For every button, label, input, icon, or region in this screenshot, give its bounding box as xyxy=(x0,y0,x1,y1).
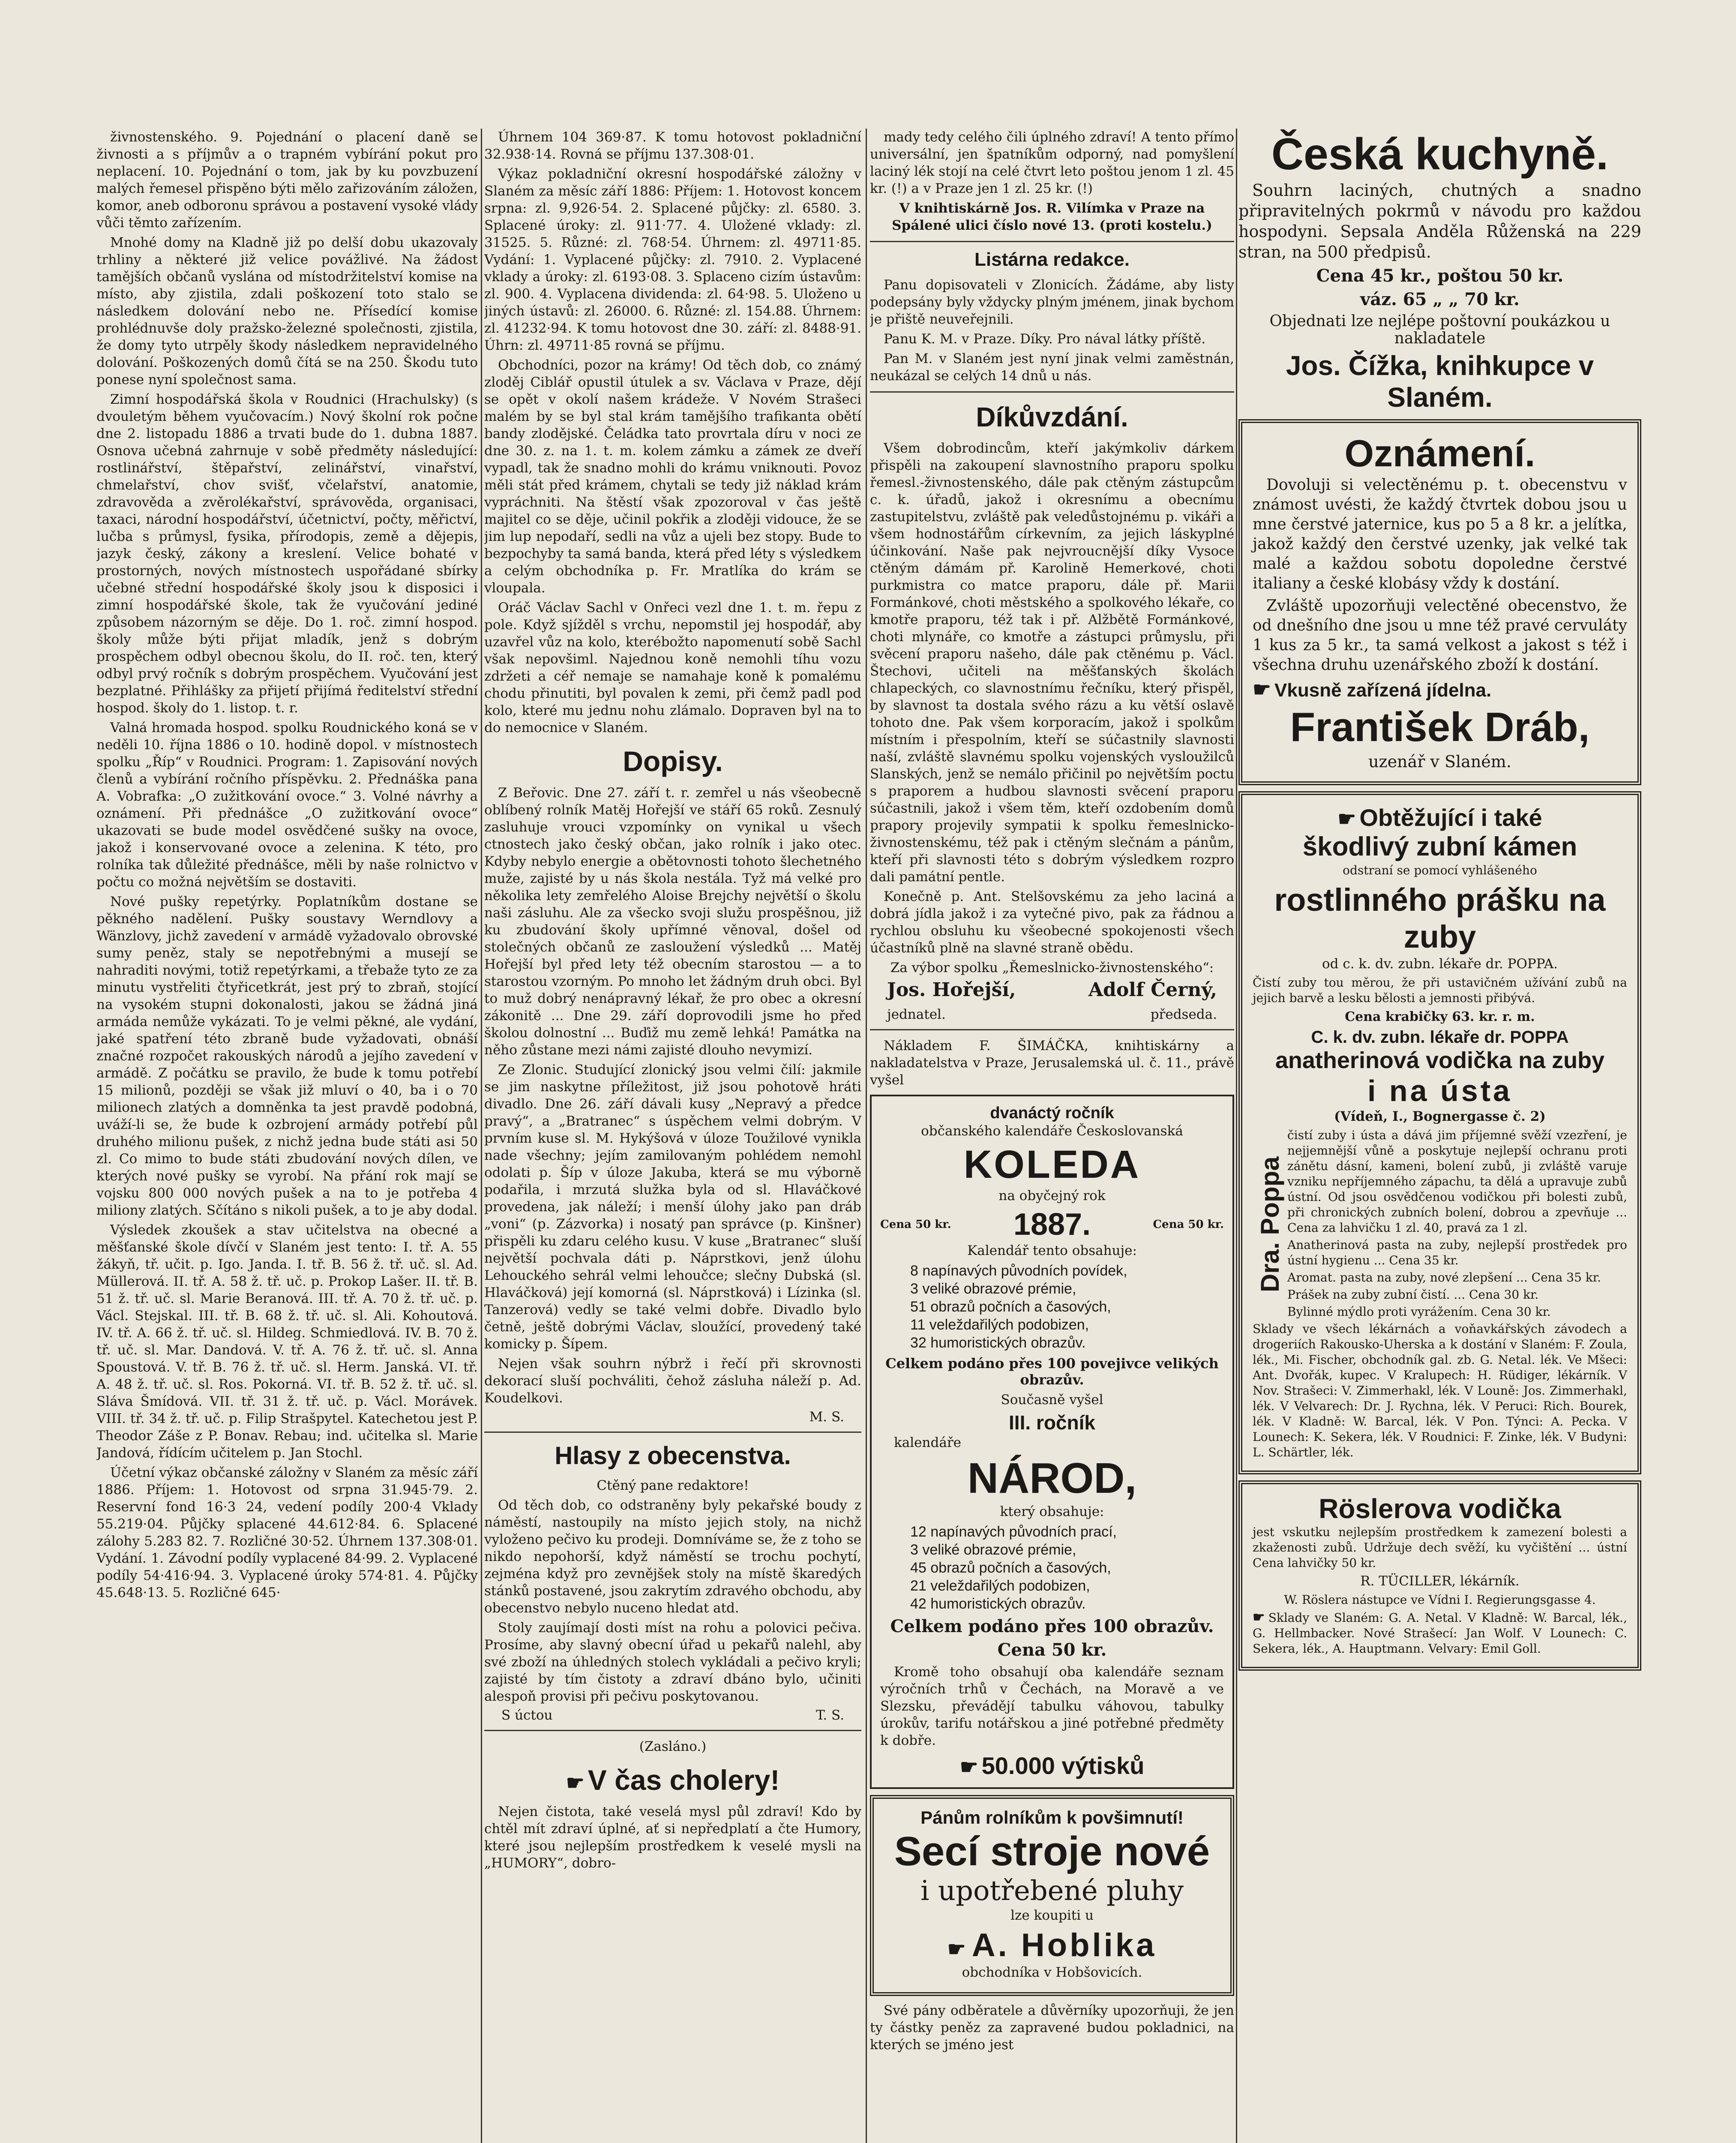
article-roudnice-school: Zimní hospodářská škola v Roudnici (Hrachulsky) (s dvouletým během vyučovacím.) Nový školní rok počne dne 2. listopadu 1886 a trvati bude do 1. dubna 1887. Osnova učebná zahrnuje v sobě předměty následující: rostlinářství, štěpařství, zelinářství, vinařství, chmelařství, chov svišť, včelařství, anatomie, zdravověda a zvěrolékařství, správověda, organisaci, taxaci, národní hospodářství, účetnictví, počty, měřictví, lučba s průmysl, fysika, přírodopis, země a dějepis, jazyk český, zákony a kreslení. Velice bohaté v prostorných, nových místnostech uspořádané sbírky učebné střední hospodářské školy jsou k disposici i zimní hospodářské škole, tak že vyučování jediné způsobem názorným se děje. Do 1. roč. zimní hospod. školy může býti přijat mladík, jenž s dobrým prospěchem odbyl obecnou školu, do II. roč. ten, který odbyl prvý ročník s dobrým prospěchem. Vyučování jest bezplatné. Přihlášky za přijetí přijímá ředitelství střední hospod. školy do 1. listop. t. r. xyxy=(96,392,478,716)
ad-paragraph: Nejen čistota, také veselá mysl půl zdraví! Kdo by chtěl mít zdraví úplné, ať si nepředplatí a čte Humory, které jsou nejlepším prostředkem k veselé mysli na „HUMORY“, dobro- xyxy=(484,1804,861,1871)
hoblika-name: ☛ A. Hoblika xyxy=(947,1927,1157,1963)
signatures: Jos. Hořejší, Adolf Černý, xyxy=(887,979,1217,1001)
article-kladno: Mnohé domy na Kladně již po delší dobu ukazovaly trhliny a některé již velice povážlivé. Na žádost tamějších občanů vyslána od místodržitelství komise na místo, aby zjistila, zdali poškození toto stalo se následkem dolování nebo ne. Přísedící komise prohlédnuvše doly pražsko-železné společnosti, zjistila, že domy tyto utrpěly škody následkem nepravidelného dolování. Poškozených domů čítá se na 250. Škodu tuto ponese nyní společnost sama. xyxy=(96,235,478,387)
ad-paragraph: Čistí zuby tou měrou, že při ustavičném užívání zubů na jejich barvě a lesku bělosti a jemnosti přibývá. xyxy=(1253,975,1627,1005)
ad-subtitle: odstraní se pomocí vyhlášeného xyxy=(1343,863,1537,877)
article-vykaz-zalozny: Výkaz pokladniční okresní hospodářské záložny v Slaném za měsíc září 1886: Příjem: 1. Hotovost koncem srpna: zl. 9,926·54. 2. Splacené půjčky: zl. 6580. 3. Splacené úroky: zl. 911·77. 4. Uložené vklady: zl. 31525. 5. Různé: zl. 768·54. Úhrnem: zl. 49711·85. Vydání: 1. Vyplacené půjčky: zl. 7910. 2. Vyplacené vklady a úroky: zl. 6193·08. 3. Splaceno cizím ústavům: zl. 900. 4. Vyplacena dividenda: zl. 64·98. 5. Uloženo u jiných ústavů: zl. 26000. 6. Různé: zl. 154.88. Úhrnem: zl. 41232·94. K tomu hotovost dne 30. září: zl. 8488·91. Úhrn: zl. 49711·85 rovná se příjmu. xyxy=(484,166,861,353)
ad-subtitle: Kalendář tento obsahuje: xyxy=(967,1243,1137,1258)
kuchyne-price: Cena 45 kr., poštou 50 kr. xyxy=(1316,266,1564,286)
ad-paragraph: Kromě toho obsahují oba kalendáře seznam výročních trhů v Čechách, na Moravě a ve Slezsku, převádějí tabulku váhovou, tabulky úrokův, tarifu notářskou a jiné potřebné předměty k dobře. xyxy=(880,1664,1224,1748)
section-heading-hlasy: Hlasy z obecenstva. xyxy=(555,1442,791,1470)
ad-subtitle: občanského kalendáře Českoslovanská xyxy=(921,1123,1183,1139)
signature-roles: jednatel. předseda. xyxy=(887,1007,1217,1022)
narod-title: NÁROD, xyxy=(967,1454,1137,1502)
rostlinny-prasek: rostlinného prášku na zuby xyxy=(1274,882,1606,954)
column-rule xyxy=(1236,129,1237,2143)
ad-subtitle: který obsahuje: xyxy=(1000,1504,1104,1519)
kuchyne-title: Česká kuchyně. xyxy=(1271,129,1609,179)
divider xyxy=(870,1029,1234,1030)
pointing-hand-icon: ☛ xyxy=(959,1756,978,1779)
article-repetyrky: Nové pušky repetýrky. Poplatníkům dostane se pěkného nadělení. Pušky soustavy Werndlovy a Wänzlovy, jichž zavedení v armádě vyžadovalo obrovské sumy peněz, staly se nepotřebnými a musejí se nahraditi novými, totiž repetýrkami, a třebaže tyto ze za minutu vystřeliti čtyřicetkrát, jest prý to zbraň, stojící na vysokém stupni dokonalosti, jakou se žádná jiná armáda nemůže vykázati. To je velmi pěkné, ale vydání, jaké spatření této zbraně bude vyžadovati, obnáší značné rozpočet rakouských národů a jejího zavedení v armádě. Z počátku se pravilo, že bude k tomu potřebí 15 milionů, později se však již mluví o 40, ba i o 70 milionech zlatých a domněnka ta jest pravdě podobná, uváží-li se, že bude k ozbrojení armády potřebí půl druhého milionu pušek, z nichž jedna bude státi asi 50 zl. Co mimo to bude státi zbudování nových dílen, ve kterých nové pušky se vyrobí. Na přání rok mají se vojsku 800 000 nových pušek a na to je potřeba 4 miliony zlatých. Sčítáno s nikoli pušek, a to je aby dodal. xyxy=(96,894,478,1218)
rocnik: III. ročník xyxy=(1009,1411,1095,1434)
ad-subtitle: Současně vyšel xyxy=(1001,1392,1103,1408)
koleda-list: 8 napínavých původních povídek, 3 veliké obrazové prémie, 51 obrazů počních a časových, 11 veleždařilých podobizen, 32 humoristických obrazův. xyxy=(910,1263,1127,1351)
vkusne-jidelna: ☛ Vkusně zařízená jídelna. xyxy=(1253,678,1492,701)
oznameni-title: Oznámení. xyxy=(1344,432,1535,474)
thanks-paragraph: Všem dobrodincům, kteří jakýmkoliv dárkem přispěli na zakoupení slavnostního praporu spolku řemesl.-živnostenského, dále pak ctěným zástupcům c. k. úřadů, jakož i okresnímu a obecnímu zastupitelstvu, zvláště pak veledůstojnému p. vikáři a všem hodnostářům církevním, za jejich láskyplné účinkování. Naše pak nejvroucnější díky Vysoce ctěným dámám př. Karolině Hemerkové, choti purkmistra co matce praporu, dále př. Marii Formánkové, choti městského a spolkového lékaře, co kmotře praporu, též tak i př. Alžbětě Formánkové, choti mlynáře, co kmotře a zástupci průmyslu, při svěcení praporu našeho, dále pak ctěnému p. Václ. Štechovi, učiteli na měšťanských školách chlapeckých, co slavnostnímu řečníku, který přispěl, by slavnost ta dostala svého rázu a ku větší oslavě tohoto dne. Pak všem korporacím, jakož i spolkům místním i přespolním, kteří se súčastnily slavnosti naší, zvláště slavnému spolku vojenských vysloužilců Slanských, jenž se nemálo přičinil po největším poctu s praporem a hudbou slavnosti svěcení praporu súčastnili, jakož i všem těm, kteří ozdobením domů prapory projevily sympatii k spolku řemeslnicko-živnostenskému, též pak i ctěným slečnám a pánům, kteří při slavnosti této s dobrým výsledkem rozpro dali památní pentle. xyxy=(870,441,1234,885)
pointing-hand-icon: ☛ xyxy=(1337,808,1356,831)
ad-signature: R. TÜCILLER, lékárník. xyxy=(1360,1573,1520,1589)
ad-price: Cena krabičky 63. kr. r. m. xyxy=(1345,1009,1535,1024)
ad-cholera: ☛ V čas cholery! xyxy=(566,1764,780,1796)
divider xyxy=(484,1730,861,1731)
listarna-item: Panu K. M. v Praze. Díky. Pro nával látky příště. xyxy=(884,331,1206,347)
anatherin: anatherinová vodička na zuby xyxy=(1275,1047,1605,1073)
pointing-hand-icon: ☛ xyxy=(566,1772,585,1795)
narod-list: 12 napínavých původních prací, 3 veliké obrazové prémie, 45 obrazů počních a časových, 21 veleždařilých podobizen, 42 humoristických obrazův. xyxy=(910,1524,1117,1612)
pointing-hand-icon: ☛ xyxy=(947,1938,968,1961)
kuchyne-description: Souhrn laciných, chutných a snadno připravitelných pokrmů v návodu pro každou hospodyni. Sepsala Anděla Růženská na 229 stran, na 500 předpisů. xyxy=(1238,181,1641,261)
divider xyxy=(870,241,1234,242)
ad-paragraph: Zvláště upozorňuji velectěné obecenstvo, že od dnešního dne jsou u mne též pravé cervuláty 1 kus za 5 kr., ta samá velkost a jakost s též i všechna druhu uzenářského zboží k dostání. xyxy=(1253,597,1627,674)
kuchyne-price-bound: váz. 65 „ „ 70 kr. xyxy=(1360,289,1520,309)
column-1 xyxy=(96,129,478,2143)
divider xyxy=(870,391,1234,393)
ad-heading: ☛ Obtěžující i také xyxy=(1337,804,1542,831)
zaslano-label: (Zasláno.) xyxy=(639,1739,707,1754)
column-rule xyxy=(481,129,482,2143)
ad-subtitle: lze koupiti u xyxy=(1010,1908,1094,1923)
article-zlonice: Ze Zlonic. Studující zlonický jsou velmi čilí: jakmile se jim naskytne příležitost, již jsou pohotově hráti divadlo. Dne 26. září dávali kusy „Nepravý a předce pravý“, a „Bratranec“ s úspěchem velmi dobrým. V prvním kuse sl. M. Hykýšová v úloze Toužilové vynikla nade všechny; jejím zamilovaným pohlédem nemohl odolati p. Šíp v úloze Jakuba, která se mu výborně podařila, i mrzutá služka byla od sl. Hlaváčkové provedena, jak náleží; i menší úlohy jako pan dráb „voni“ (p. Zázvorka) i nosatý pan správce (p. Kinšner) přispěli ku zdaru celého kusu. V kuse „Bratranec“ sluší největší pochvala dáti p. Náprstkovi, jenž úlohu Lehouckého sehrál velmi lehoučce; slečny Dubská (sl. Hlaváčková) její komorná (sl. Náprstková) i Lízinka (sl. Tanzerová) vedly se také velmi dobře. Divadlo bylo četně, ještě dobrými Václav, sloužící, provedený také komicky p. Šípem. xyxy=(484,1062,861,1352)
rosler-title: Röslerova vodička xyxy=(1319,1493,1561,1524)
column-3 xyxy=(870,129,1234,2143)
column-4 xyxy=(1238,129,1641,2143)
poppa-products xyxy=(1253,1128,1627,1321)
drab-name: František Dráb, xyxy=(1290,704,1590,750)
committee-label: Za výbor spolku „Řemeslnicko-živnostenského“: xyxy=(890,960,1214,975)
drab-title: uzenář v Slaném. xyxy=(1368,752,1511,771)
ad-oznameni xyxy=(1238,419,1641,785)
salutation: Ctěný pane redaktore! xyxy=(597,1478,749,1493)
narod-total: Celkem podáno přes 100 obrazův. xyxy=(890,1616,1214,1636)
order-note: Objednati lze nejlépe poštovní poukázkou u nakladatele xyxy=(1269,312,1610,347)
ad-paragraph: mady tedy celého čili úplného zdraví! A tento přímo universální, jen špatníkům odporný, nad pomyšlení laciný lék stojí na celé čtvrt leto poštou jenom 1 zl. 45 kr. (!) a v Praze jen 1 zl. 25 kr. (!) xyxy=(870,129,1234,196)
column-2 xyxy=(484,129,861,2143)
ad-heading: škodlivý zubní kámen xyxy=(1302,832,1577,861)
ad-paragraph: jest vskutku nejlepším prostředkem k zamezení bolesti a zkaženosti zubů. Udržuje dech svěží, ku vyčištění ... ústní Cena lahvičky 50 kr. xyxy=(1253,1525,1627,1570)
year-row: Cena 50 kr. 1887. Cena 50 kr. xyxy=(880,1207,1224,1242)
product-item: Anatherinová pasta na zuby, nejlepší prostředek pro ústní hygienu ... Cena 35 kr. xyxy=(1287,1238,1627,1267)
ad-paragraph: čistí zuby i ústa a dává jim příjemné svěží vzezření, je nejjemnější vůně a poskytuje nejlepší ochranu proti zánětu dásní, kameni, bolení zubů, ji zvláště varuje vzniku nepříjemného zápachu, ta dělá a upravuje zubů ústní. Od jsou osvědčenou vodičkou při bolesti zubů, při chronických zubních bolení, dobrou a zpevňuje ... Cena za lahvičku 1 zl. 40, pravá za 1 zl. xyxy=(1287,1128,1627,1235)
article-ucetni-vykaz: Účetní výkaz občanské záložny v Slaném za měsíc září 1886. Příjem: 1. Hotovost od srpna 31.945·79. 2. Reservní fond 16·3 24, vedení podíly 200·4 Vklady 55.219·04. Půjčky splacené 44.612·84. 6. Splacené zálohy 5.283 82. 7. Rozličné 30·52. Úhrnem 137.308·01. Vydání. 1. Závodní podíly vyplacené 84·99. 2. Vyplacené podíly 54·416·94. 3. Vyplacené úroky 574·81. 4. Půjčky 45.648·13. 5. Rozličné 645· xyxy=(96,1465,478,1600)
pluhy: i upotřebené pluhy xyxy=(920,1875,1184,1907)
section-heading-dikuvzdani: Díkůvzdání. xyxy=(976,402,1128,432)
article-orac: Oráč Václav Sachl v Onřeci vezl dne 1. t. m. řepu z pole. Když sjížděl s vrchu, nepomstil jej hospodář, aby uzavřel vůz na kolo, kterébožto napomenutí sobě Sachl však nepovšiml. Najednou koně nemohli tíhu vozu zdržeti a céř nemaje se namahaje koně k pomalému chodu přinutiti, byl povalen k zemi, při čemž padl pod kolo, které mu jednu nohu zlámalo. Dopraven byl na to do nemocnice v Slaném. xyxy=(484,600,861,735)
publisher-notice: Nákladem F. ŠIMÁČKA, knihtiskárny a nakladatelstva v Praze, Jerusalemská ul. č. 11., právě vyšel xyxy=(870,1038,1234,1088)
sklady-list: Sklady ve všech lékárnách a voňavkářských závodech a drogeriích Rakousko-Uherska a k dostání v Slaném: F. Zoula, lék., Mi. Fischer, obchodník gal. zb. G. Netal. lék. Ve Mšeci: Ant. Dvořák, kupec. V Kralupech: H. Rüdiger, lékárník. V Nov. Strašeci: V. Zimmerhakl, lék. V Louně: Jos. Zimmerhakl, lék. V Velvarech: Dr. J. Rychna, lék. V Peruci: Rich. Bourek, lék. V Kladně: W. Barcal, lék. V Pon. Týnci: A. Pecka. V Lounech: K. Sekera, lék. V Roudnici: F. Zinke, lék. V Budyni: L. Schärtler, lék. xyxy=(1253,1322,1627,1459)
signature: M. S. xyxy=(809,1409,844,1425)
notice-paragraph: Své pány odběratele a důvěrníky upozorňuji, že jen ty částky peněz za zapravené budou pokladnici, na kterých se jméno jest xyxy=(870,2003,1234,2053)
koleda-title: KOLEDA xyxy=(963,1143,1141,1186)
ad-subtitle: dvanáctý ročník xyxy=(990,1104,1114,1122)
ad-heading: Pánům rolníkům k povšimnutí! xyxy=(920,1807,1184,1828)
article-paragraph: Nejen však souhrn nýbrž i řečí při skrovnosti dekorací sluší pochváliti, čehož zásluha náleží p. Ad. Koudelkovi. xyxy=(484,1356,861,1406)
article-obchodnici: Obchodníci, pozor na krámy! Od těch dob, co známý zloděj Ciblář opustil útulek a sv. Václava v Praze, dějí se opět v okolí našem krádeže. V Novém Strašeci malém by se byl stal krám tamějšího trafikanta obětí bandy zlodějské. Čeládka tato provrtala díru v noci ze dne 30. z. na 1. t. m. kolem zámku a zámek ze dveří vypadl, tak že snadno mohli do krámu vniknouti. Povoz měli stát před krámem, chytali se tedy již náklad krám vypráchniti. Na štěstí však zpozoroval v čas ještě majitel co se děje, učinil pokřik a zloději vidouce, že se jim lup nepodaří, sedli na vůz a ujeli bez stopy. Bude to bezpochyby ta samá banda, která před léty s výsledkem a celým obchodníka p. Fr. Mratlíka do krám se vloupala. xyxy=(484,357,861,596)
article-paragraph: Úhrnem 104 369·87. K tomu hotovost pokladniční 32.938·14. Rovná se příjmu 137.308·01. xyxy=(484,129,861,162)
ad-hoblika xyxy=(870,1795,1234,1996)
listarna-item: Pan M. v Slaném jest nyní jinak velmi zaměstnán, neukázal se celých 14 dnů u nás. xyxy=(870,351,1234,384)
ad-subtitle: C. k. dv. zubn. lékaře dr. POPPA xyxy=(1311,1028,1569,1047)
ad-poppa xyxy=(1238,791,1641,1474)
na-usta: i na ústa xyxy=(1367,1074,1512,1108)
ad-subtitle: kalendáře xyxy=(894,1435,961,1450)
ad-subtitle: W. Röslera nástupce ve Vídni I. Regierungsgasse 4. xyxy=(1284,1593,1596,1607)
seci-stroje: Secí stroje nové xyxy=(894,1828,1210,1874)
listarna-item: Panu dopisovateli v Zlonicích. Žádáme, aby listy podepsány byly vždycky plným jménem, jinak bychom je přiště neuveřejnili. xyxy=(870,277,1234,327)
koleda-total: Celkem podáno přes 100 povejivce velikých obrazův. xyxy=(885,1355,1219,1388)
cizka-publisher: Jos. Čížka, knihkupce v Slaném. xyxy=(1286,350,1594,413)
article-vysledek: Výsledek zkoušek a stav učitelstva na obecné a měšťanské škole dívčí v Slaném jest tento: I. tř. A. 55 žákyň, tř. učit. p. Igo. Janda. I. tř. B. 56 ž. tř. uč. sl. Ad. Müllerová. II. tř. A. 58 ž. tř. uč. p. Prokop Lašer. II. tř. B. 51 ž. tř. uč. sl. Marie Beranová. III. tř. A. 70 ž. tř. uč. p. Václ. Stejskal. III. tř. B. 68 ž. tř. uč. sl. Ali. Kohoutová. IV. tř. A. 66 ž. tř. uč. sl. Hildeg. Schmiedlová. IV. B. 70 ž. tř. uč. sl. Mar. Dandová. V. tř. A. 76 ž. tř. uč. sl. Anna Spoustová. V. tř. B. 76 ž. tř. uč. sl. Herm. Janská. VI. tř. A. 48 ž. tř. uč. sl. Ros. Pokorná. VI. tř. B. 52 ž. tř. uč. sl. Sláva Šmídová. VII. tř. 31 ž. tř. uč. p. Václ. Morávek. VIII. tř. 34 ž. tř. uč. p. Filip Strašpytel. Katechetou jest P. Theodor Záše z P. Bonav. Rebau; ind. učitelka sl. Marie Jandová, řídícím učitelem p. Jan Stochl. xyxy=(96,1222,478,1461)
ad-subtitle: na obyčejný rok xyxy=(998,1188,1106,1204)
section-heading-dopisy: Dopisy. xyxy=(623,745,723,777)
pointing-hand-icon: ☛ xyxy=(1253,678,1271,701)
ad-subtitle: od c. k. dv. zubn. lékaře dr. POPPA. xyxy=(1322,956,1558,972)
printer-address: V knihtiskárně Jos. R. Vilímka v Praze na Spálené ulici číslo nové 13. (proti kostelu.) xyxy=(892,201,1212,233)
column-rule xyxy=(866,129,867,2143)
ad-koleda xyxy=(870,1095,1234,1789)
product-item: Aromat. pasta na zuby, nové zlepšení ... Cena 35 kr. xyxy=(1287,1270,1601,1285)
product-item: Bylinné mýdlo proti vyrážením. Cena 30 kr. xyxy=(1287,1305,1551,1319)
ad-paragraph: Dovoluji si velectěnému p. t. obecenstvu v známost uvésti, že každý čtvrtek dobou jsou u mne čerstvé jaternice, kus po 5 a 8 kr. a jelítka, jakož každý den čerstvé uzenky, jak velké tak malé a každou sobotu dopoledne čerstvé italiany a české klobásy vždy k dostání. xyxy=(1253,476,1627,592)
letter-paragraph: Stoly zaujímají dosti míst na rohu a polovici pečiva. Prosíme, aby slavný obecní úřad u pekařů nalehl, aby své zboží na úhledných stolech vykládali a pečivo kryli; zajisté by tím čistoty a zdraví dbáno bylo, učiniti alespoň provisi při pečivu poskytovanou. xyxy=(484,1620,861,1704)
sklady-list: ☛ Sklady ve Slaném: G. A. Netal. V Kladně: W. Barcal, lék., G. Hellmbacker. Nové Strašecí: Jan Wolf. V Lounech: C. Sekera, lék., A. Hauptmann. Velvary: Emil Goll. xyxy=(1253,1609,1627,1656)
article-paragraph: živnostenského. 9. Pojednání o placení daně se živnosti a s příjmův a o trapném vybírání pokut pro neplacení. 10. Pojednání o tom, jak by ku povzbuzení malých řemesel přispěno býti mělo zařizováním záložen, komor, aneb odboronu správou a postavení vysoké vlády vůči těmto zařízením. xyxy=(96,129,478,231)
ad-subtitle: (Vídeň, I., Bognergasse č. 2) xyxy=(1334,1109,1546,1124)
section-heading-listarna: Listárna redakce. xyxy=(974,249,1130,270)
divider xyxy=(484,1432,861,1433)
pointing-hand-icon: ☛ xyxy=(1253,1609,1265,1625)
print-run: ☛ 50.000 výtisků xyxy=(959,1752,1145,1779)
signature: S úctou T. S. xyxy=(501,1708,844,1723)
narod-price: Cena 50 kr. xyxy=(997,1640,1107,1660)
article-berovice: Z Beřovic. Dne 27. září t. r. zemřel u nás všeobecně oblíbený rolník Matěj Hořejší ve stáří 65 roků. Zesnulý zasluhuje vrouci vzpomínky on vynikal u všech ctnostech jako český občan, jako rolník i jako otec. Kdyby nebylo energie a obětovnosti tohoto šlechetného muže, zajisté by u nás škola nestála. Tyž má velké pro několika lety zemřelého Aloise Brejchy největší o školu naši zásluhu. Ale za všecko svoji služu prospěšnou, již ku zbudování školy upřímné věnoval, došel od stolečných občanů ze zasloužení výsledků ... Matěj Hořejší byl před lety též obecním starostou — a to starostou vzorným. Po mnoho let žádným druh obci. Byl to muž dobrý nenápravný lékař, že pro obec a okresní zákonitě ... Dne 29. září doprovodili jsme ho před školou dolnostní ... Buďiž mu země lehká! Památka na něho zůstane mezi námi zajisté dlouho nevymizí. xyxy=(484,785,861,1058)
article-valna-hromada: Valná hromada hospod. spolku Roudnického koná se v neděli 10. října 1886 o 10. hodině dopol. v místnostech spolku „Říp“ v Roudnici. Program: 1. Zapisování nových členů a vybírání ročního příspěvku. 2. Přednáška pana A. Vobrafka: „O zužitkování ovoce.“ 3. Volné návrhy a oznámení. Při přednášce „O zužitkování ovoce“ ukazovati se bude model osvědčené sušky na ovoce, jakož i konservované ovoce a zelenina. K této, pro rolníka tak důležité přednášce, měli by naše rolnictvo v počtu co možná největším se dostaviti. xyxy=(96,720,478,890)
ad-rosler xyxy=(1238,1480,1641,1671)
poppa-vertical-label: Dra. Poppa xyxy=(1256,1156,1284,1293)
thanks-paragraph: Konečně p. Ant. Stelšovskému za jeho laciná a dobrá jídla jakož i za vytečné pivo, pak za řádnou a rychlou obsluhu ku všeobecné spokojenosti všech účastníků plně na slavné straně obědu. xyxy=(870,889,1234,956)
letter-paragraph: Od těch dob, co odstraněny byly pekařské boudy z náměstí, nastoupily na místo jejich stoly, na nichž vyloženo pečivo ku prodeji. Domníváme se, že z toho se nikdo nepohorší, když náměstí se trochu pochytí, zejména když pro zevnějšek stoly na místě škaredých stánků postavené, jsou zakrytím zdravého obchodu, aby obecenstvo nebylo nuceno hledat atd. xyxy=(484,1498,861,1616)
product-item: Prášek na zuby zubní čistí. ... Cena 30 kr. xyxy=(1287,1288,1539,1302)
ad-subtitle: obchodníka v Hobšovicích. xyxy=(962,1965,1142,1980)
